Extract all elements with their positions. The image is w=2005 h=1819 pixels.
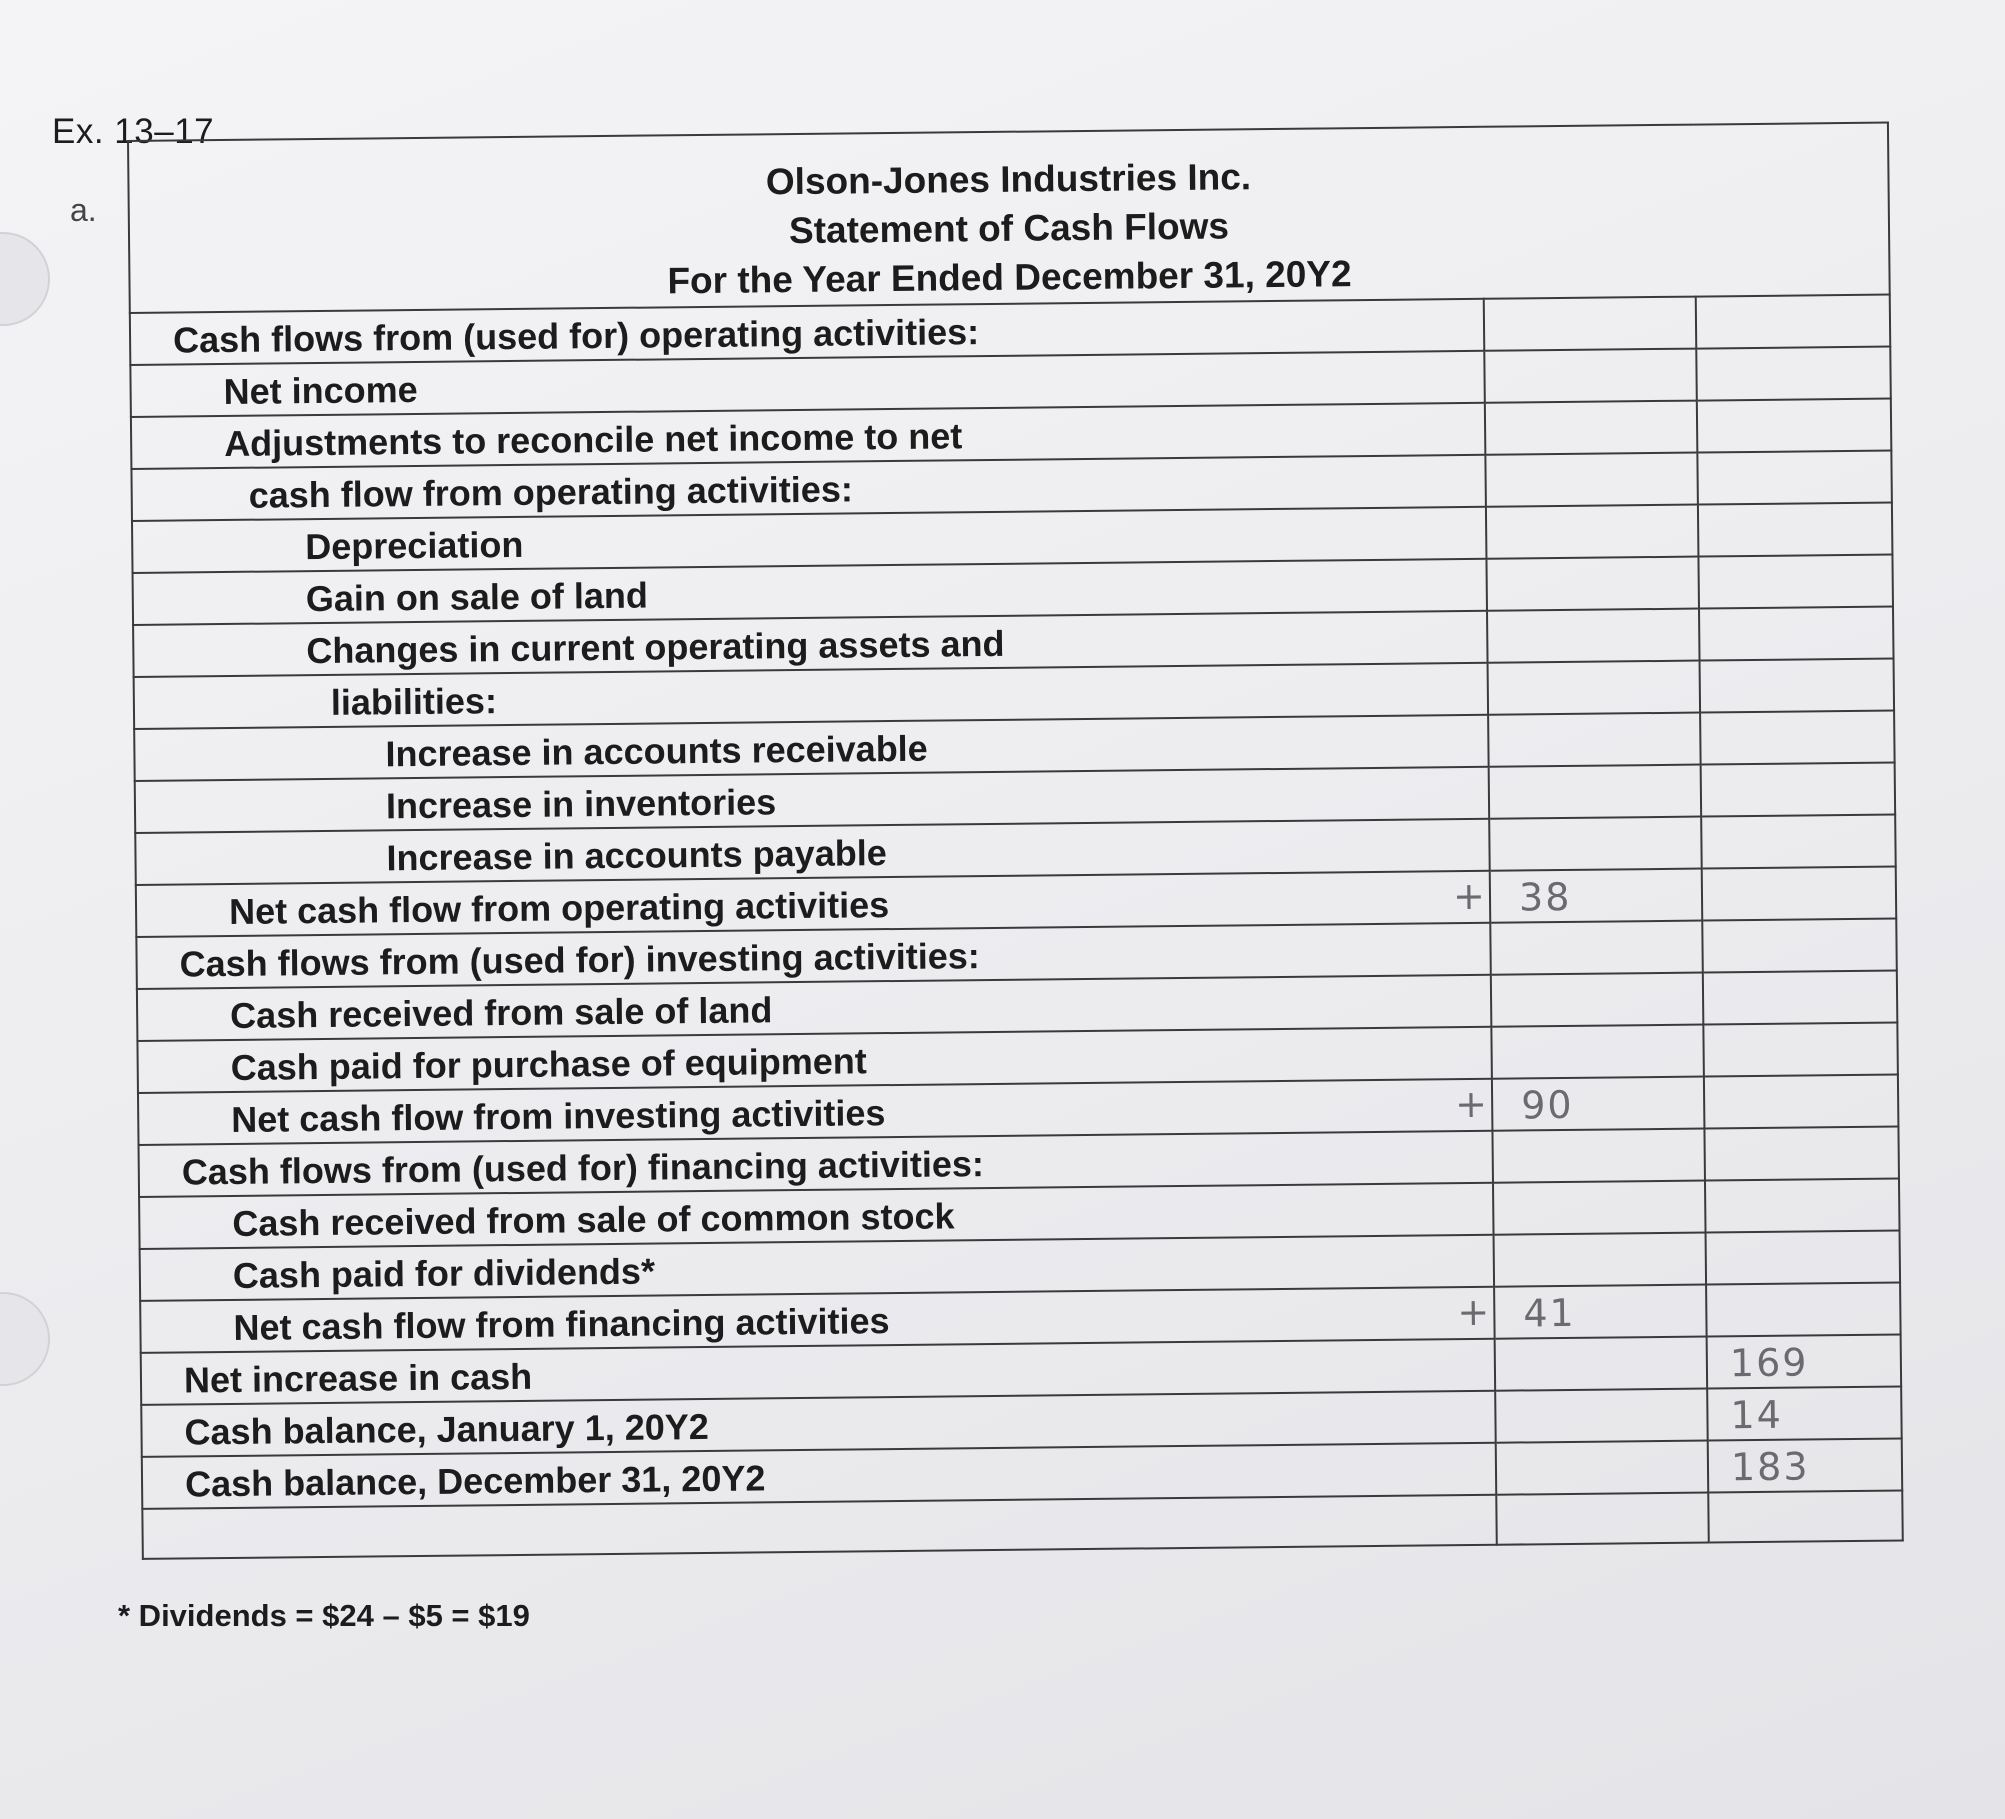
line-item-label: liabilities: [134, 663, 1488, 729]
amount-cell-inner [1495, 1337, 1708, 1391]
amount-cell-inner [1486, 557, 1699, 611]
punch-hole [0, 1292, 50, 1386]
handwritten-amount: 41 [1523, 1290, 1576, 1336]
line-item-label: cash flow from operating activities: [131, 455, 1485, 521]
statement-title: Statement of Cash Flows [788, 204, 1230, 251]
amount-cell-outer [1700, 711, 1895, 765]
amount-cell-outer [1698, 503, 1893, 557]
amount-cell-outer [1697, 451, 1892, 505]
line-item-label: Net cash flow from financing activities [140, 1287, 1494, 1353]
line-item-label: Increase in inventories [135, 767, 1489, 833]
amount-cell-outer [1696, 347, 1891, 401]
punch-hole [0, 232, 50, 326]
amount-cell-outer [1703, 971, 1898, 1025]
amount-cell-inner [1493, 1181, 1706, 1235]
amount-cell-inner [1492, 1129, 1705, 1183]
amount-cell-outer [1704, 1127, 1899, 1181]
amount-cell-inner [1485, 453, 1698, 507]
amount-cell-inner [1496, 1441, 1709, 1495]
amount-cell-inner [1454, 1077, 1705, 1131]
amount-cell-inner [1489, 817, 1702, 871]
amount-cell-outer [1703, 1023, 1898, 1077]
blank-cell [1708, 1490, 1903, 1542]
line-item-label: Changes in current operating assets and [133, 611, 1487, 677]
statement-header [128, 123, 1890, 313]
amount-cell-outer [1702, 919, 1897, 973]
amount-cell-inner [1487, 609, 1700, 663]
amount-cell-outer [1700, 659, 1895, 713]
handwritten-amount: 14 [1730, 1392, 1784, 1438]
statement-header-row [128, 123, 1890, 313]
amount-cell-inner [1488, 713, 1701, 767]
line-item-label: Increase in accounts receivable [134, 715, 1488, 781]
line-item-label: Cash balance, January 1, 20Y2 [141, 1391, 1495, 1457]
amount-cell-outer [1706, 1282, 1901, 1336]
line-item-label: Cash received from sale of land [137, 975, 1491, 1041]
amount-cell-outer [1697, 399, 1892, 453]
line-item-label: Cash flows from (used for) investing activities: [136, 923, 1490, 989]
handwritten-amount: 90 [1520, 1082, 1574, 1128]
line-item-label: Increase in accounts payable [135, 819, 1489, 885]
part-label: a. [70, 192, 97, 228]
line-item-label: Adjustments to reconcile net income to net [131, 403, 1485, 469]
company-name: Olson-Jones Industries Inc. [765, 155, 1252, 202]
handwritten-plus: + [1454, 1081, 1488, 1127]
handwritten-plus: + [1457, 1289, 1490, 1335]
statement-period: For the Year Ended December 31, 20Y2 [667, 252, 1352, 301]
amount-cell-outer [1707, 1386, 1902, 1440]
amount-cell-inner [1486, 505, 1699, 559]
amount-cell-inner [1457, 1285, 1707, 1339]
line-item-label: Net cash flow from operating activities [136, 871, 1490, 937]
cash-flow-table [127, 122, 1904, 1560]
amount-cell-outer [1708, 1438, 1903, 1492]
handwritten-amount: 38 [1518, 874, 1572, 920]
amount-cell-outer [1696, 295, 1891, 349]
handwritten-plus: + [1452, 873, 1486, 919]
amount-cell-outer [1704, 1075, 1899, 1129]
exercise-label: Ex. 13–17 [52, 112, 215, 151]
amount-cell-inner [1495, 1389, 1708, 1443]
amount-cell-outer [1707, 1334, 1902, 1388]
line-item-label: Cash balance, December 31, 20Y2 [142, 1443, 1496, 1509]
line-item-label: Depreciation [132, 507, 1486, 573]
handwritten-amount: 169 [1729, 1340, 1809, 1386]
amount-cell-outer [1701, 815, 1896, 869]
amount-cell-outer [1699, 607, 1894, 661]
amount-cell-outer [1706, 1230, 1901, 1284]
amount-cell-outer [1701, 763, 1896, 817]
amount-cell-inner [1485, 401, 1698, 455]
amount-cell-outer [1705, 1179, 1900, 1233]
blank-cell [1496, 1493, 1709, 1545]
line-item-label: Net increase in cash [141, 1339, 1495, 1405]
line-item-label: Cash paid for dividends* [140, 1235, 1494, 1301]
amount-cell-inner [1484, 297, 1697, 351]
amount-cell-inner [1452, 869, 1703, 923]
amount-cell-outer [1702, 867, 1897, 921]
amount-cell-inner [1491, 1025, 1704, 1079]
line-item-label: Gain on sale of land [133, 559, 1487, 625]
line-item-label: Net cash flow from investing activities [138, 1079, 1492, 1145]
line-item-label: Cash flows from (used for) financing activities: [139, 1131, 1493, 1197]
amount-cell-inner [1484, 349, 1697, 403]
line-item-label: Cash paid for purchase of equipment [137, 1027, 1491, 1093]
amount-cell-inner [1488, 661, 1701, 715]
line-item-label: Net income [130, 351, 1484, 417]
line-item-label: Cash received from sale of common stock [139, 1183, 1493, 1249]
amount-cell-inner [1490, 921, 1703, 975]
amount-cell-inner [1491, 973, 1704, 1027]
amount-cell-inner [1494, 1233, 1707, 1287]
amount-cell-outer [1698, 555, 1893, 609]
handwritten-amount: 183 [1730, 1444, 1810, 1490]
amount-cell-inner [1489, 765, 1702, 819]
line-item-label: Cash flows from (used for) operating activities: [130, 299, 1484, 365]
statement-form [127, 122, 1902, 1560]
dividends-footnote: * Dividends = $24 – $5 = $19 [118, 1598, 530, 1633]
